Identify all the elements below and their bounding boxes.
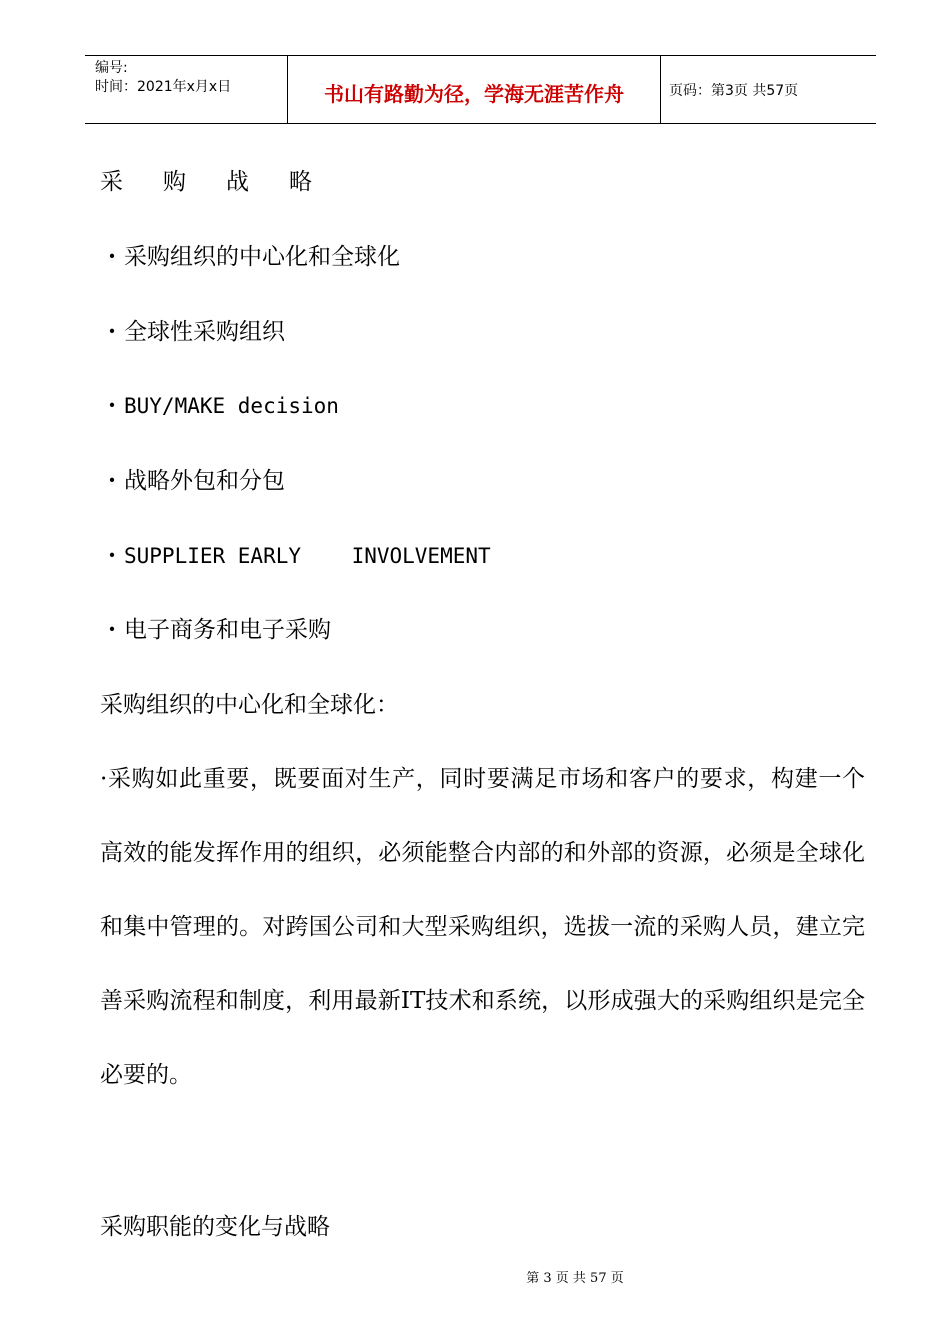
page-header bbox=[85, 55, 876, 124]
section-heading: 采购组织的中心化和全球化： bbox=[100, 692, 399, 718]
page-footer: 第 3 页 共 57 页 bbox=[526, 1271, 624, 1286]
header-time-label: 时间：2021年x月x日 bbox=[95, 79, 232, 95]
bullet-item bbox=[100, 615, 331, 645]
bullet-item bbox=[100, 391, 339, 421]
header-page-code: 页码：第3页 共57页 bbox=[669, 83, 799, 99]
bullet-item bbox=[100, 317, 285, 347]
bullet-item bbox=[100, 242, 400, 272]
header-motto: 书山有路勤为径，学海无涯苦作舟 bbox=[324, 82, 624, 106]
document-title: 采购战略 bbox=[100, 169, 352, 195]
bullet-text: 战略外包和分包 bbox=[124, 468, 285, 494]
header-meta bbox=[95, 59, 231, 97]
header-divider-right bbox=[660, 56, 661, 123]
bullet-item bbox=[100, 466, 285, 496]
bullet-text: 电子商务和电子采购 bbox=[124, 617, 331, 643]
section-paragraph: ·采购如此重要，既要面对生产，同时要满足市场和客户的要求，构建一个高效的能发挥作用的组织，必须能整合内部的和外部的资源，必须是全球化和集中管理的。对跨国公司和大型采购组织，选拔一流的采购人员，建立完善采购流程和制度，利用最新IT技术和系统，以形成强大的采购组织是完全必要的。 bbox=[100, 766, 865, 1088]
bullet-text: BUY/MAKE decision bbox=[124, 394, 339, 418]
bullet-item bbox=[100, 541, 491, 571]
section-heading: 采购职能的变化与战略 bbox=[100, 1214, 330, 1240]
bullet-text: 全球性采购组织 bbox=[124, 319, 285, 345]
header-number-label: 编号: bbox=[95, 60, 128, 76]
bullet-text: 采购组织的中心化和全球化 bbox=[124, 244, 400, 270]
bullet-text: SUPPLIER EARLY INVOLVEMENT bbox=[124, 544, 491, 568]
